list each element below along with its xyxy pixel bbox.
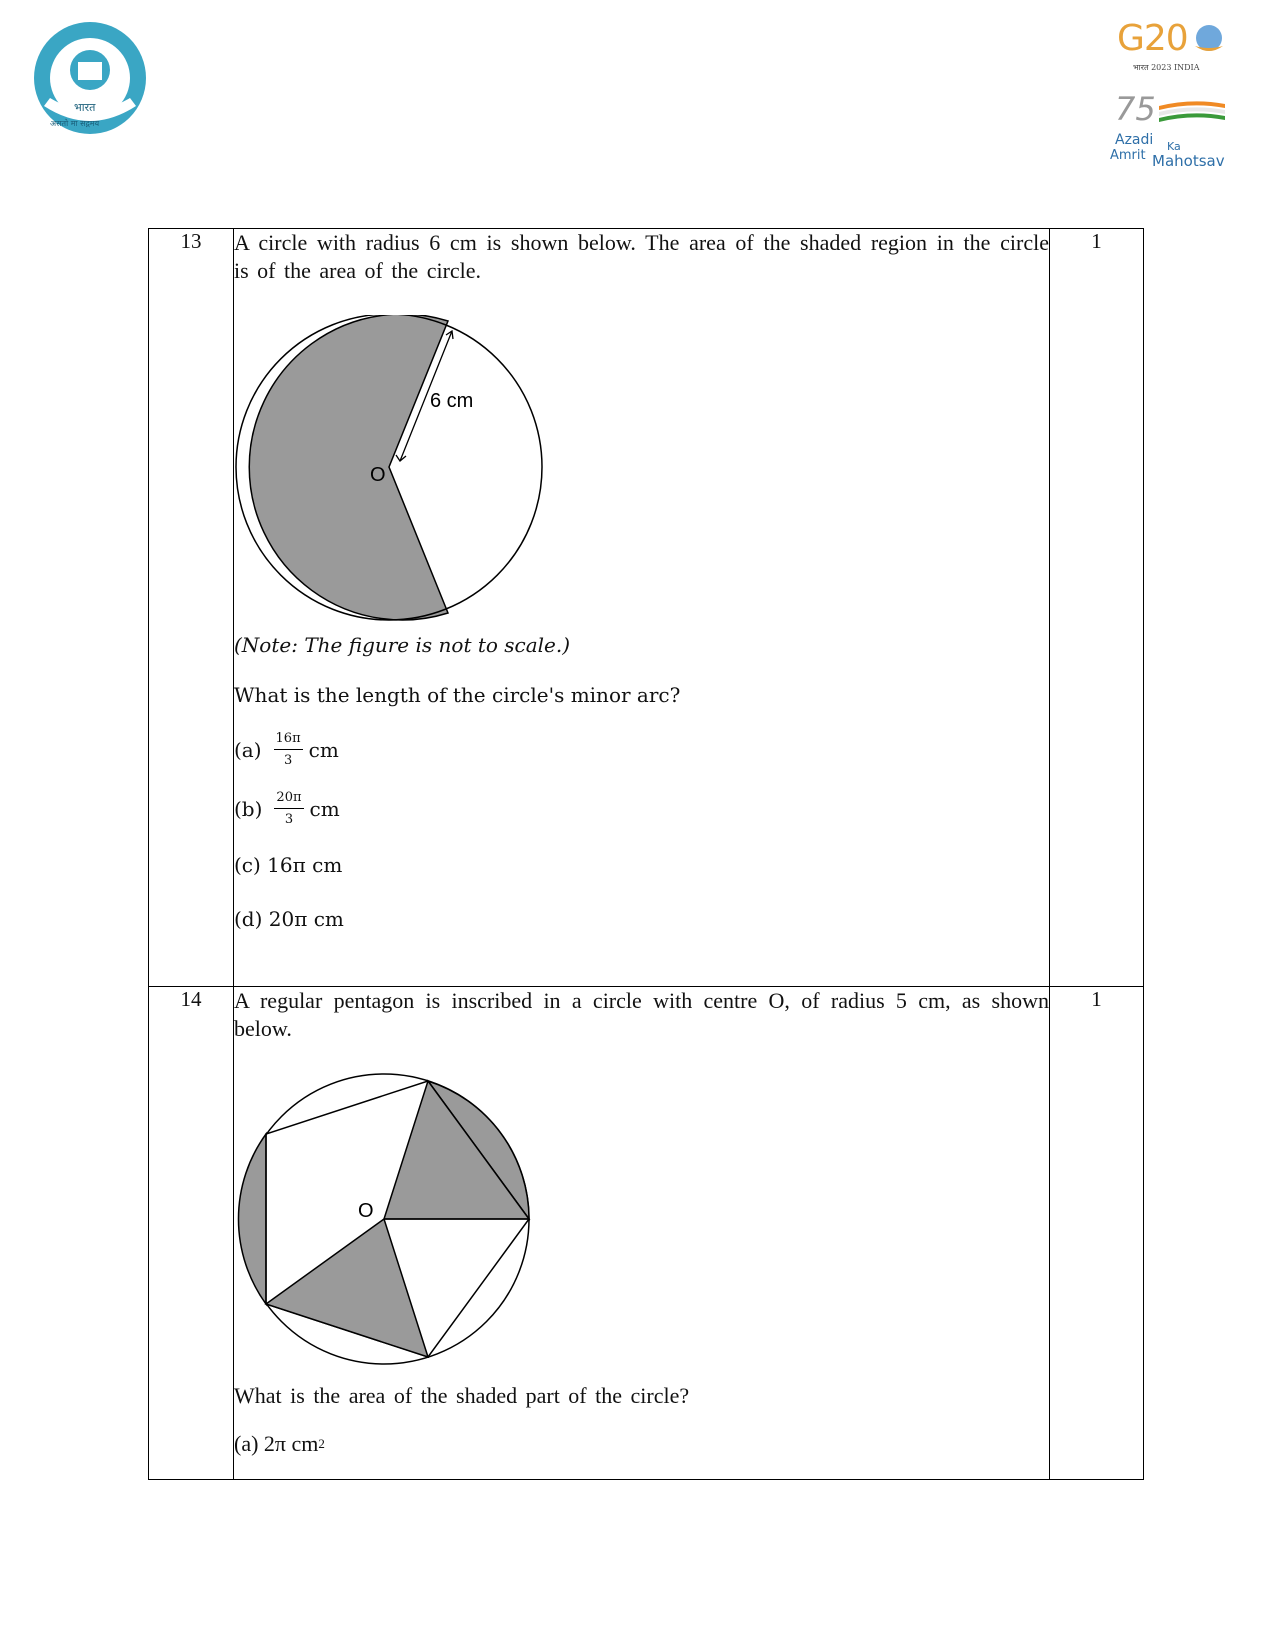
option-fraction xyxy=(274,790,303,827)
fraction-numerator: 16π xyxy=(274,731,303,750)
option-text: 20π cm xyxy=(268,907,344,931)
shaded-sector-figure xyxy=(234,315,554,625)
option-text: 16π cm xyxy=(267,853,343,877)
azadi-text: Azadi xyxy=(1115,132,1154,148)
figure-note: (Note: The figure is not to scale.) xyxy=(234,633,571,657)
center-label: O xyxy=(358,1200,374,1222)
option-d xyxy=(234,907,1049,931)
option-fraction xyxy=(274,731,303,768)
option-label: (a) xyxy=(234,737,262,762)
fraction-denominator: 3 xyxy=(284,812,294,827)
g20-subtitle: भारत 2023 INDIA xyxy=(1133,63,1200,72)
option-a xyxy=(234,731,1049,768)
fraction-denominator: 3 xyxy=(283,753,293,768)
shaded-segment-left xyxy=(238,1134,266,1304)
emblem-center-text: भारत xyxy=(74,101,96,114)
g20-logo-text: G20 xyxy=(1117,18,1188,59)
option-c xyxy=(234,853,1049,877)
option-b xyxy=(234,790,1049,827)
emblem-motto: असतो मा सद्गमय xyxy=(50,119,100,128)
ka-text: Ka xyxy=(1167,140,1181,153)
center-label: O xyxy=(370,464,386,486)
cbse-emblem-icon xyxy=(30,18,150,138)
fraction-numerator: 20π xyxy=(274,790,303,809)
question-number: 13 xyxy=(149,229,234,987)
lotus-globe-icon xyxy=(1191,22,1227,58)
g20-azadi-logo xyxy=(1105,12,1235,170)
option-text: 2π cm xyxy=(263,1431,319,1456)
question-marks: 1 xyxy=(1050,987,1144,1480)
amrit-text: Amrit xyxy=(1110,148,1146,163)
question-body xyxy=(234,987,1050,1480)
mahotsav-text: Mahotsav xyxy=(1152,152,1225,170)
question-number: 14 xyxy=(149,987,234,1480)
question-row-14 xyxy=(149,987,1144,1480)
radius-label: 6 cm xyxy=(430,390,474,412)
question-body xyxy=(234,229,1050,987)
question-row-13 xyxy=(149,229,1144,987)
option-superscript: 2 xyxy=(318,1436,325,1451)
azadi-75-number: 75 xyxy=(1115,90,1156,128)
question-stem: A regular pentagon is inscribed in a circle with centre O, of radius 5 cm, as shown below. xyxy=(234,988,1049,1041)
option-label: (c) xyxy=(234,853,261,877)
option-label: (a) xyxy=(234,1431,259,1456)
option-a xyxy=(234,1431,1049,1457)
option-label: (d) xyxy=(234,907,263,931)
question-table xyxy=(148,228,1144,1480)
tricolour-flag-icon xyxy=(1157,98,1227,124)
question-prompt: What is the area of the shaded part of the circle? xyxy=(234,1383,690,1408)
option-unit: cm xyxy=(308,737,339,762)
question-marks: 1 xyxy=(1050,229,1144,987)
question-stem: A circle with radius 6 cm is shown below. The area of the shaded region in the circle is of the area of the circle. xyxy=(234,230,1049,283)
option-unit: cm xyxy=(309,796,340,821)
option-label: (b) xyxy=(234,796,263,821)
inscribed-pentagon-figure xyxy=(234,1069,534,1369)
question-prompt: What is the length of the circle's minor arc? xyxy=(234,683,681,707)
